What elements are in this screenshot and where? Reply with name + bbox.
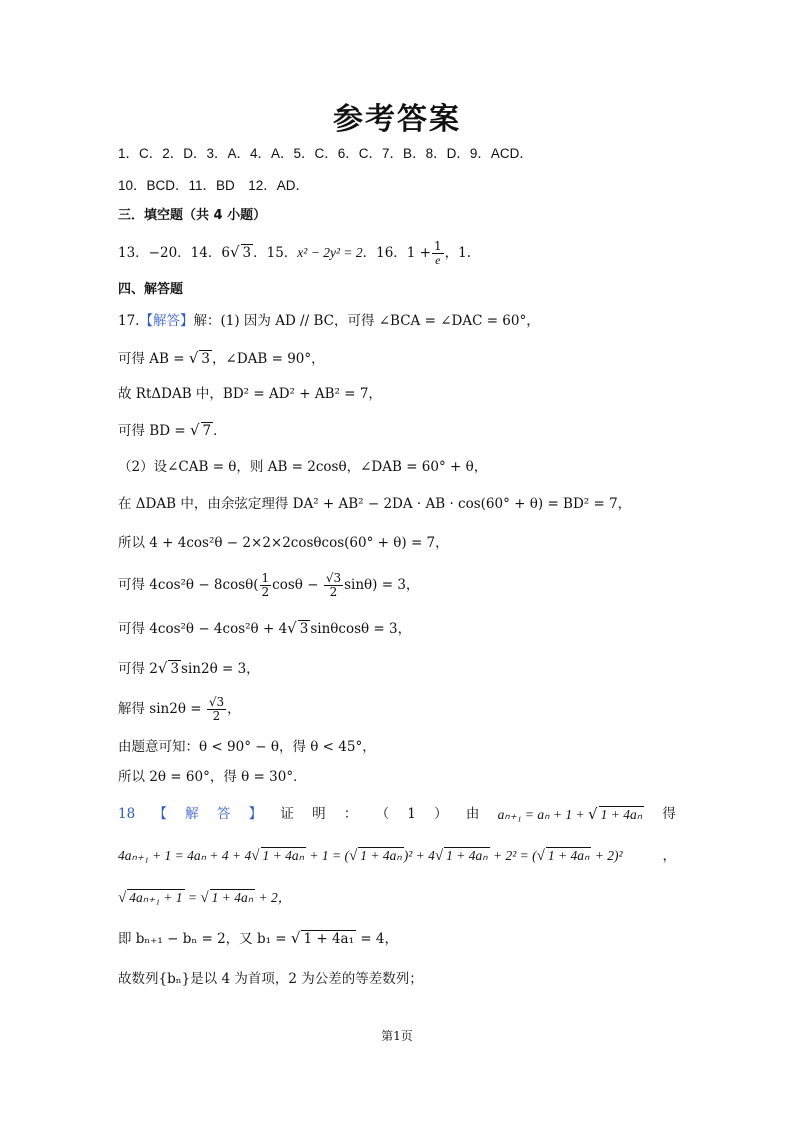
formula-text: + 2² = ( (489, 848, 537, 863)
q17-line5: （2）设∠CAB = θ，则 AB = 2cosθ，∠DAB = 60° + θ， (118, 459, 488, 475)
q18-tag-char: 】 (248, 806, 263, 822)
q17-line1 (118, 311, 540, 331)
page-title: 参考答案 (333, 102, 461, 137)
fraction (324, 572, 343, 599)
fraction (207, 696, 226, 723)
radicand: 1 + 4aₙ (262, 848, 305, 863)
sqrt-sign: √ (200, 890, 209, 906)
radicand: 3 (170, 661, 180, 677)
formula-text: + 2， (255, 890, 292, 905)
q17-text: 可得 BD = (118, 423, 190, 439)
page-number: 第1页 (381, 1029, 413, 1043)
radicand: 4aₙ₊₁ + 1 (129, 890, 183, 905)
q17-text: 可得 2 (118, 661, 158, 677)
q18-line4 (118, 928, 398, 949)
q17-line11 (118, 696, 241, 723)
fill-a16-int: 1 + (406, 245, 431, 261)
fill-answers (118, 240, 471, 267)
sqrt-sign: √ (348, 848, 358, 864)
q18-word: ） (434, 806, 448, 822)
q18-word: ： (343, 806, 358, 822)
fraction-denominator: 2 (329, 585, 338, 599)
q18-number: 18 (118, 806, 136, 822)
sqrt-sign: √ (536, 848, 545, 864)
q17-text: sin2θ = 3， (181, 661, 260, 677)
q17-text: sinθcosθ = 3， (310, 621, 412, 637)
q17-answer-tag: 【解答】 (139, 313, 194, 329)
radicand: 7 (202, 423, 212, 439)
q18-line3 (118, 888, 291, 908)
formula-text: aₙ₊₁ = aₙ + 1 + (497, 807, 589, 822)
formula-text: = (184, 890, 201, 905)
q18-word: 1 (407, 806, 416, 822)
q17-line4 (118, 420, 227, 441)
sqrt-sign: √ (229, 243, 240, 261)
formula-text: )² + 4 (403, 848, 435, 863)
q17-line6: 在 ΔDAB 中，由余弦定理得 DA² + AB² − 2DA · AB · cos(60° + θ) = BD² = 7， (118, 496, 632, 512)
fraction-numerator: √3 (325, 571, 342, 585)
section-four-heading: 四、解答题 (118, 282, 184, 297)
q17-text: 解得 sin2θ = (118, 701, 206, 717)
formula-text: + 2)² (591, 848, 623, 863)
q18-formula (498, 804, 644, 825)
q17-line9 (118, 618, 411, 639)
fraction-numerator: √3 (208, 695, 225, 709)
fraction-denominator: e (435, 253, 441, 267)
q18-word: （ (375, 806, 390, 822)
q17-text: ，∠DAB = 90°， (212, 351, 325, 367)
q17-line10 (118, 658, 260, 679)
radicand: 1 + 4aₙ (211, 890, 254, 905)
q18-line2 (118, 846, 676, 866)
q18-word: 明 (312, 806, 326, 822)
radicand: 1 + 4aₙ (600, 807, 643, 822)
fill-a16-post: ，1. (444, 245, 472, 261)
q18-word: 由 (465, 806, 480, 822)
fraction (432, 240, 444, 267)
q18-tag-char: 【 (153, 806, 167, 822)
q17-text: 可得 4cos²θ − 8cosθ( (118, 577, 259, 593)
fill-a14-coef: 6 (221, 245, 230, 261)
sqrt-sign: √ (434, 848, 444, 864)
q17-line2 (118, 348, 325, 369)
formula-text: + 1 = ( (306, 848, 349, 863)
q17-text: 可得 AB = (118, 351, 189, 367)
sqrt-sign: √ (588, 805, 598, 823)
fill-a14-radicand: 3 (242, 245, 252, 261)
fill-a16-prefix: ．16． (362, 245, 407, 261)
mc-answers-line2: 10．BCD．11．BD 12．AD． (118, 178, 310, 193)
q18-word: 得 (662, 806, 676, 822)
sqrt-sign: √ (118, 890, 127, 906)
fraction-denominator: 2 (261, 585, 270, 599)
section-three-heading: 三．填空题（共 4 小题） (118, 208, 267, 223)
sqrt-sign: √ (287, 619, 297, 637)
radicand: 3 (201, 351, 211, 367)
fraction-denominator: 2 (212, 709, 221, 723)
q18-tag-char: 解 (185, 806, 199, 822)
q17-text: ． (213, 423, 227, 439)
q17-text: 解：(1) 因为 AD // BC，可得 ∠BCA = ∠DAC = 60°， (193, 313, 540, 329)
fraction-numerator: 1 (434, 239, 442, 253)
q18-line1 (118, 804, 676, 825)
q17-line7: 所以 4 + 4cos²θ − 2×2×2cosθcos(60° + θ) = 7， (118, 535, 449, 551)
q18-word: 证 (280, 806, 294, 822)
q17-line3: 故 RtΔDAB 中，BD² = AD² + AB² = 7， (118, 386, 382, 402)
fill-a15-prefix: ．15． (253, 245, 298, 261)
fraction (260, 572, 272, 599)
sqrt-sign: √ (189, 421, 200, 439)
sqrt-sign: √ (188, 349, 199, 367)
fill-a15: x² − 2y² = 2 (297, 245, 363, 260)
formula-text: = 4， (356, 931, 399, 947)
q18-formula (118, 846, 623, 866)
fraction-numerator: 1 (261, 571, 270, 585)
fill-a13: 13．−20．14． (118, 245, 222, 261)
q18-tag-char: 答 (216, 806, 231, 822)
radicand: 1 + 4a₁ (303, 931, 355, 947)
q18-line5: 故数列{bₙ}是以 4 为首项，2 为公差的等差数列； (118, 971, 423, 987)
q17-line8 (118, 572, 419, 599)
q17-number: 17. (118, 313, 140, 329)
sqrt-sign: √ (157, 659, 168, 677)
radicand: 3 (299, 621, 309, 637)
sqrt-sign: √ (290, 929, 301, 947)
q18-punct: ， (662, 848, 676, 864)
radicand: 1 + 4aₙ (547, 848, 590, 863)
q17-line13: 所以 2θ = 60°，得 θ = 30°． (118, 769, 307, 785)
mc-answers-line1: 1．C．2．D．3．A．4．A．5．C．6．C．7．B．8．D．9．ACD． (118, 146, 533, 161)
formula-text: 4aₙ₊₁ + 1 = 4aₙ + 4 + 4 (118, 848, 252, 863)
q17-line12: 由题意可知：θ < 90° − θ，得 θ < 45°， (118, 739, 376, 755)
sqrt-sign: √ (251, 848, 260, 864)
radicand: 1 + 4aₙ (446, 848, 488, 863)
q17-text: sinθ) = 3， (344, 577, 420, 593)
formula-text: 即 bₙ₊₁ − bₙ = 2，又 b₁ = (118, 931, 291, 947)
q17-text: ， (227, 701, 241, 717)
radicand: 1 + 4aₙ (360, 848, 402, 863)
q17-text: 可得 4cos²θ − 4cos²θ + 4 (118, 621, 288, 637)
q17-text: cosθ − (272, 577, 323, 593)
